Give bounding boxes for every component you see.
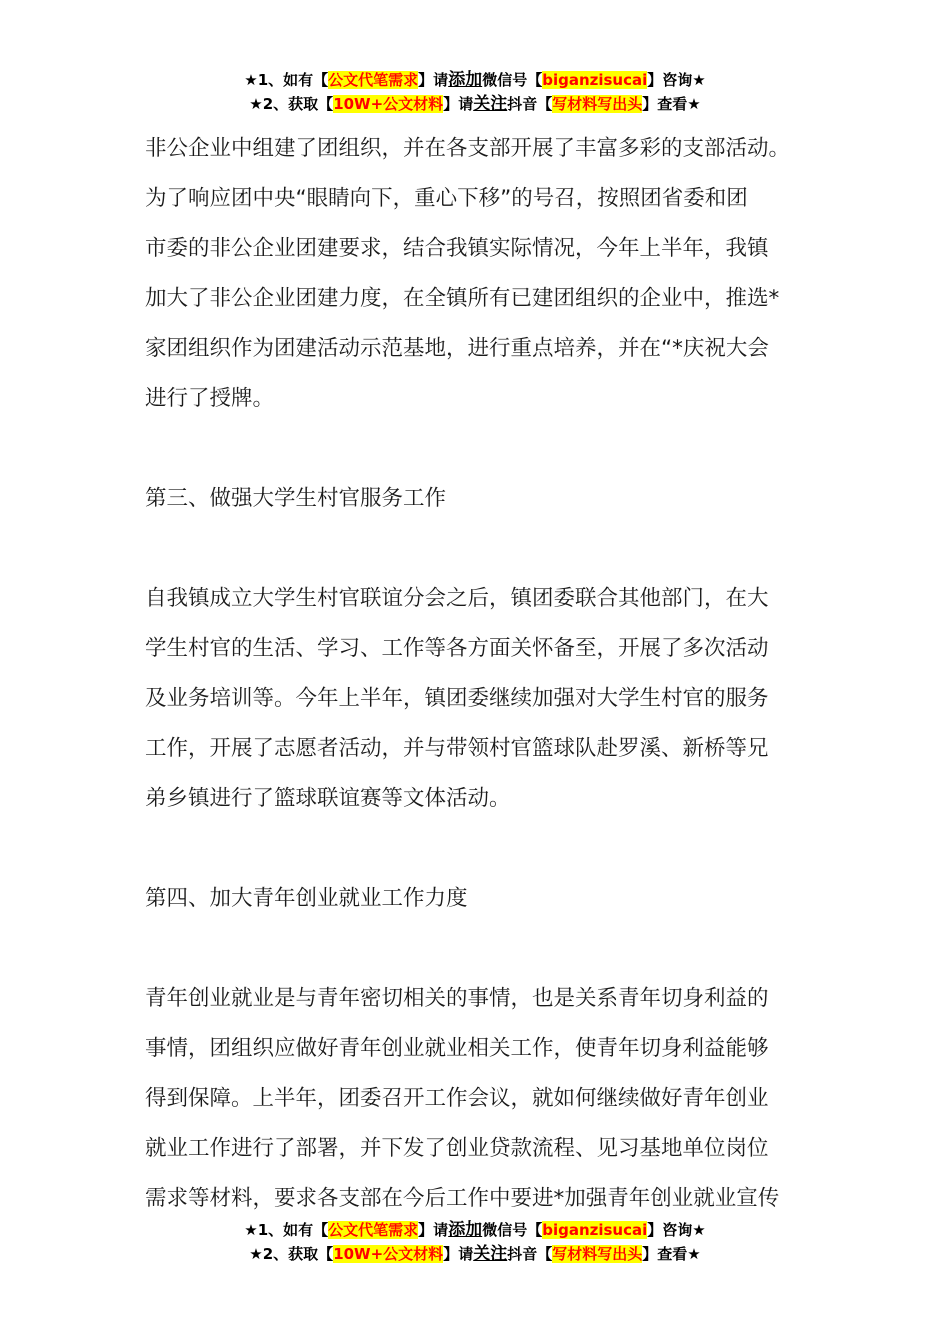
banner-text: 】查看★ — [642, 1245, 701, 1263]
text-line: 加大了非公企业团建力度，在全镇所有已建团组织的企业中，推选* — [145, 286, 780, 311]
text-line: 青年创业就业是与青年密切相关的事情，也是关系青年切身利益的 — [145, 986, 769, 1011]
text-line: 市委的非公企业团建要求，结合我镇实际情况，今年上半年，我镇 — [145, 236, 769, 261]
banner-highlight: biganzisucai — [542, 71, 648, 89]
banner-text: 】请 — [443, 1245, 474, 1263]
banner-line-2 — [0, 92, 950, 116]
banner-underline: 关注 — [473, 1244, 508, 1264]
banner-underline: 关注 — [473, 94, 508, 114]
banner-text: 】请 — [443, 95, 474, 113]
banner-text: ★1、如有【 — [244, 1221, 329, 1239]
text-line: 弟乡镇进行了篮球联谊赛等文体活动。 — [145, 786, 511, 811]
banner-text: 抖音【 — [507, 95, 553, 113]
text-line: 需求等材料，要求各支部在今后工作中要进*加强青年创业就业宣传 — [145, 1186, 780, 1211]
banner-text: ★2、获取【 — [249, 95, 334, 113]
banner-text: 】咨询★ — [647, 1221, 706, 1239]
text-line: 得到保障。上半年，团委召开工作会议，就如何继续做好青年创业 — [145, 1086, 769, 1111]
text-line: 学生村官的生活、学习、工作等各方面关怀备至，开展了多次活动 — [145, 636, 769, 661]
banner-line-1 — [0, 68, 950, 92]
banner-text: 微信号【 — [482, 71, 543, 89]
paragraph-1 — [145, 124, 815, 424]
section-heading-3 — [145, 474, 815, 524]
text-line: 及业务培训等。今年上半年，镇团委继续加强对大学生村官的服务 — [145, 686, 769, 711]
banner-line-2 — [0, 1242, 950, 1266]
banner-line-1 — [0, 1218, 950, 1242]
text-line: 就业工作进行了部署，并下发了创业贷款流程、见习基地单位岗位 — [145, 1136, 769, 1161]
text-line: 非公企业中组建了团组织，并在各支部开展了丰富多彩的支部活动。 — [145, 136, 791, 161]
banner-text: 】咨询★ — [647, 71, 706, 89]
text-line: 工作，开展了志愿者活动，并与带领村官篮球队赴罗溪、新桥等兄 — [145, 736, 769, 761]
heading-text: 第四、加大青年创业就业工作力度 — [145, 886, 468, 911]
document-body — [145, 124, 815, 1224]
banner-text: 】查看★ — [642, 95, 701, 113]
banner-highlight: 10W+公文材料 — [333, 1245, 444, 1263]
text-line: 事情，团组织应做好青年创业就业相关工作，使青年切身利益能够 — [145, 1036, 769, 1061]
banner-highlight: 公文代笔需求 — [328, 1221, 419, 1239]
header-banner — [0, 68, 950, 116]
paragraph-2 — [145, 574, 815, 824]
banner-underline: 添加 — [448, 1220, 483, 1240]
footer-banner — [0, 1218, 950, 1266]
heading-text: 第三、做强大学生村官服务工作 — [145, 486, 447, 511]
section-heading-4 — [145, 874, 815, 924]
banner-text: ★1、如有【 — [244, 71, 329, 89]
banner-text: ★2、获取【 — [249, 1245, 334, 1263]
paragraph-3 — [145, 974, 815, 1224]
banner-text: 】请 — [418, 71, 449, 89]
banner-highlight: 公文代笔需求 — [328, 71, 419, 89]
banner-highlight: 10W+公文材料 — [333, 95, 444, 113]
banner-underline: 添加 — [448, 70, 483, 90]
banner-highlight: 写材料写出头 — [552, 1245, 643, 1263]
text-line: 进行了授牌。 — [145, 386, 275, 411]
text-line: 家团组织作为团建活动示范基地，进行重点培养，并在“*庆祝大会 — [145, 336, 769, 361]
text-line: 为了响应团中央“眼睛向下，重心下移”的号召，按照团省委和团 — [145, 186, 748, 211]
banner-highlight: 写材料写出头 — [552, 95, 643, 113]
banner-text: 抖音【 — [507, 1245, 553, 1263]
banner-text: 】请 — [418, 1221, 449, 1239]
text-line: 自我镇成立大学生村官联谊分会之后，镇团委联合其他部门，在大 — [145, 586, 769, 611]
banner-highlight: biganzisucai — [542, 1221, 648, 1239]
banner-text: 微信号【 — [482, 1221, 543, 1239]
